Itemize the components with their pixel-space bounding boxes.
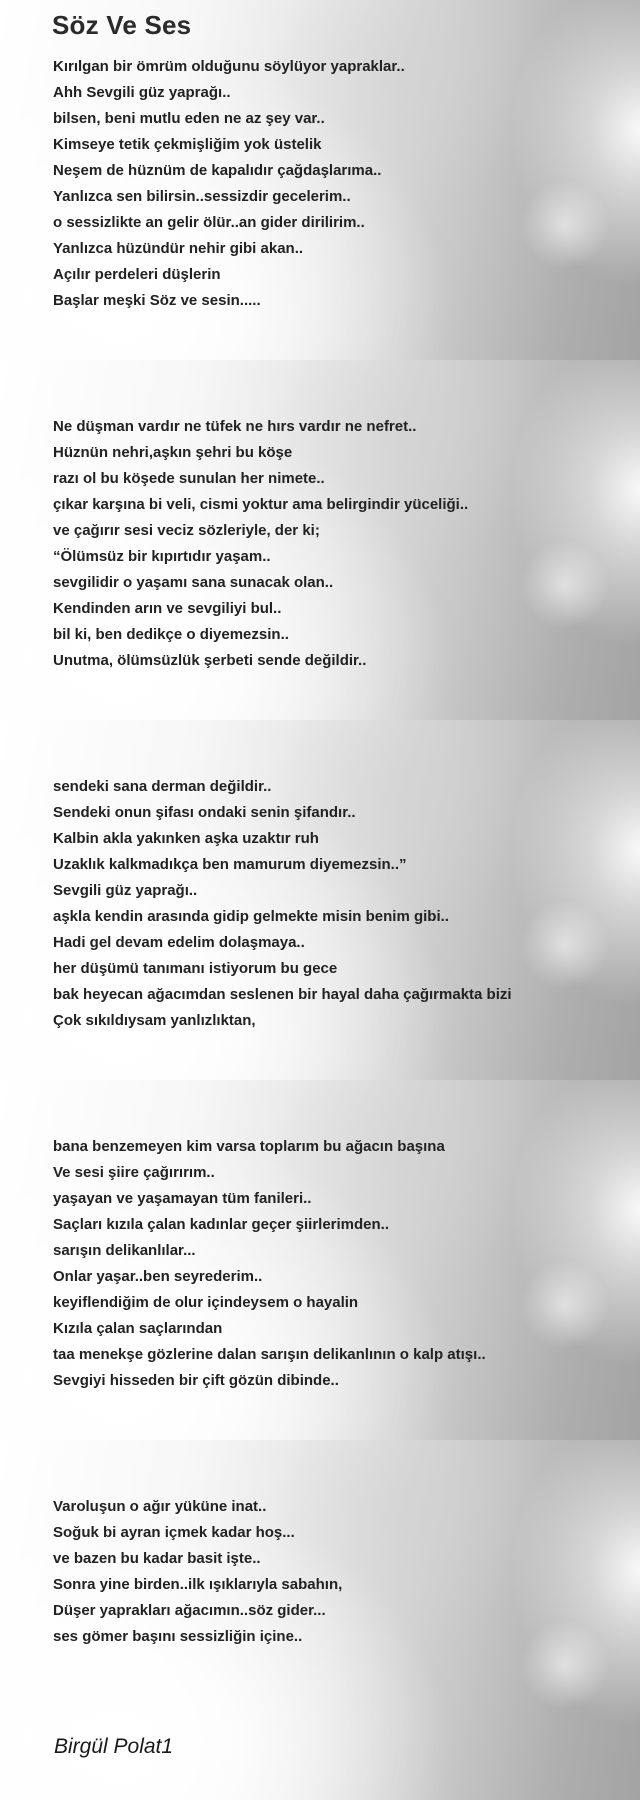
poem-line: bilsen, beni mutlu eden ne az şey var..: [53, 110, 325, 127]
poem-line: sarışın delikanlılar...: [53, 1242, 196, 1259]
poem-line: Kırılgan bir ömrüm olduğunu söylüyor yapraklar..: [53, 58, 405, 75]
poem-line: yaşayan ve yaşamayan tüm fanileri..: [53, 1190, 312, 1207]
poem-line: Kalbin akla yakınken aşka uzaktır ruh: [53, 830, 319, 847]
stanza-5: [53, 1494, 633, 1650]
stanza-2: [53, 414, 633, 674]
poem-line: Uzaklık kalkmadıkça ben mamurum diyemezsin..”: [53, 856, 407, 873]
poem-line: çıkar karşına bi veli, cismi yoktur ama belirgindir yüceliği..: [53, 496, 469, 513]
poem-line: her düşümü tanımanı istiyorum bu gece: [53, 960, 338, 977]
poem-line: Çok sıkıldıysam yanlızlıktan,: [53, 1012, 256, 1029]
poem-line: bana benzemeyen kim varsa toplarım bu ağacın başına: [53, 1138, 445, 1155]
poem-line: Ne düşman vardır ne tüfek ne hırs vardır ne nefret..: [53, 418, 417, 435]
poem-panel-2: [0, 360, 640, 720]
poem-line: razı ol bu köşede sunulan her nimete..: [53, 470, 325, 487]
author-signature: Birgül Polat1: [54, 1735, 174, 1758]
poem-line: sevgilidir o yaşamı sana sunacak olan..: [53, 574, 334, 591]
stanza-1: [53, 54, 633, 314]
poem-line: aşkla kendin arasında gidip gelmekte misin benim gibi..: [53, 908, 449, 925]
poem-line: Sevgiyi hisseden bir çift gözün dibinde..: [53, 1372, 339, 1389]
poem-line: Hüznün nehri,aşkın şehri bu köşe: [53, 444, 293, 461]
poem-title: Söz Ve Ses: [52, 10, 192, 40]
poem-line: Kimseye tetik çekmişliğim yok üstelik: [53, 136, 322, 153]
poem-line: ve bazen bu kadar basit işte..: [53, 1550, 261, 1567]
poem-line: ve çağırır sesi veciz sözleriyle, der ki;: [53, 522, 320, 539]
poem-panel-1: [0, 0, 640, 360]
poem-line: “Ölümsüz bir kıpırtıdır yaşam..: [53, 548, 271, 565]
poem-line: Kendinden arın ve sevgiliyi bul..: [53, 600, 282, 617]
poem-line: Kızıla çalan saçlarından: [53, 1320, 223, 1337]
poem-line: Soğuk bi ayran içmek kadar hoş...: [53, 1524, 295, 1541]
poem-line: sendeki sana derman değildir..: [53, 778, 272, 795]
poem-panel-5: [0, 1440, 640, 1800]
poem-line: Varoluşun o ağır yüküne inat..: [53, 1498, 267, 1515]
poem-line: Sonra yine birden..ilk ışıklarıyla sabahın,: [53, 1576, 343, 1593]
poem-line: Sendeki onun şifası ondaki senin şifandır..: [53, 804, 356, 821]
poem-line: keyiflendiğim de olur içindeysem o hayalin: [53, 1294, 359, 1311]
poem-line: Unutma, ölümsüzlük şerbeti sende değildir..: [53, 652, 367, 669]
poem-line: Düşer yaprakları ağacımın..söz gider...: [53, 1602, 326, 1619]
poem-panel-4: [0, 1080, 640, 1440]
poem-line: Başlar meşki Söz ve sesin.....: [53, 292, 261, 309]
poem-line: Sevgili güz yaprağı..: [53, 882, 198, 899]
poem-line: ses gömer başını sessizliğin içine..: [53, 1628, 303, 1645]
poem-line: Açılır perdeleri düşlerin: [53, 266, 221, 283]
poem-line: bil ki, ben dedikçe o diyemezsin..: [53, 626, 289, 643]
stanza-3: [53, 774, 633, 1034]
poem-line: taa menekşe gözlerine dalan sarışın delikanlının o kalp atışı..: [53, 1346, 486, 1363]
poem-line: Ve sesi şiire çağırırım..: [53, 1164, 215, 1181]
poem-line: Yanlızca sen bilirsin..sessizdir gecelerim..: [53, 188, 351, 205]
poem-line: o sessizlikte an gelir ölür..an gider dirilirim..: [53, 214, 365, 231]
stanza-4: [53, 1134, 633, 1394]
poem-line: bak heyecan ağacımdan seslenen bir hayal daha çağırmakta bizi: [53, 986, 512, 1003]
poem-line: Neşem de hüznüm de kapalıdır çağdaşlarıma..: [53, 162, 382, 179]
poem-line: Yanlızca hüzündür nehir gibi akan..: [53, 240, 304, 257]
poem-line: Onlar yaşar..ben seyrederim..: [53, 1268, 263, 1285]
poem-line: Ahh Sevgili güz yaprağı..: [53, 84, 231, 101]
poem-line: Hadi gel devam edelim dolaşmaya..: [53, 934, 305, 951]
poem-panel-3: [0, 720, 640, 1080]
poem-line: Saçları kızıla çalan kadınlar geçer şiirlerimden..: [53, 1216, 390, 1233]
